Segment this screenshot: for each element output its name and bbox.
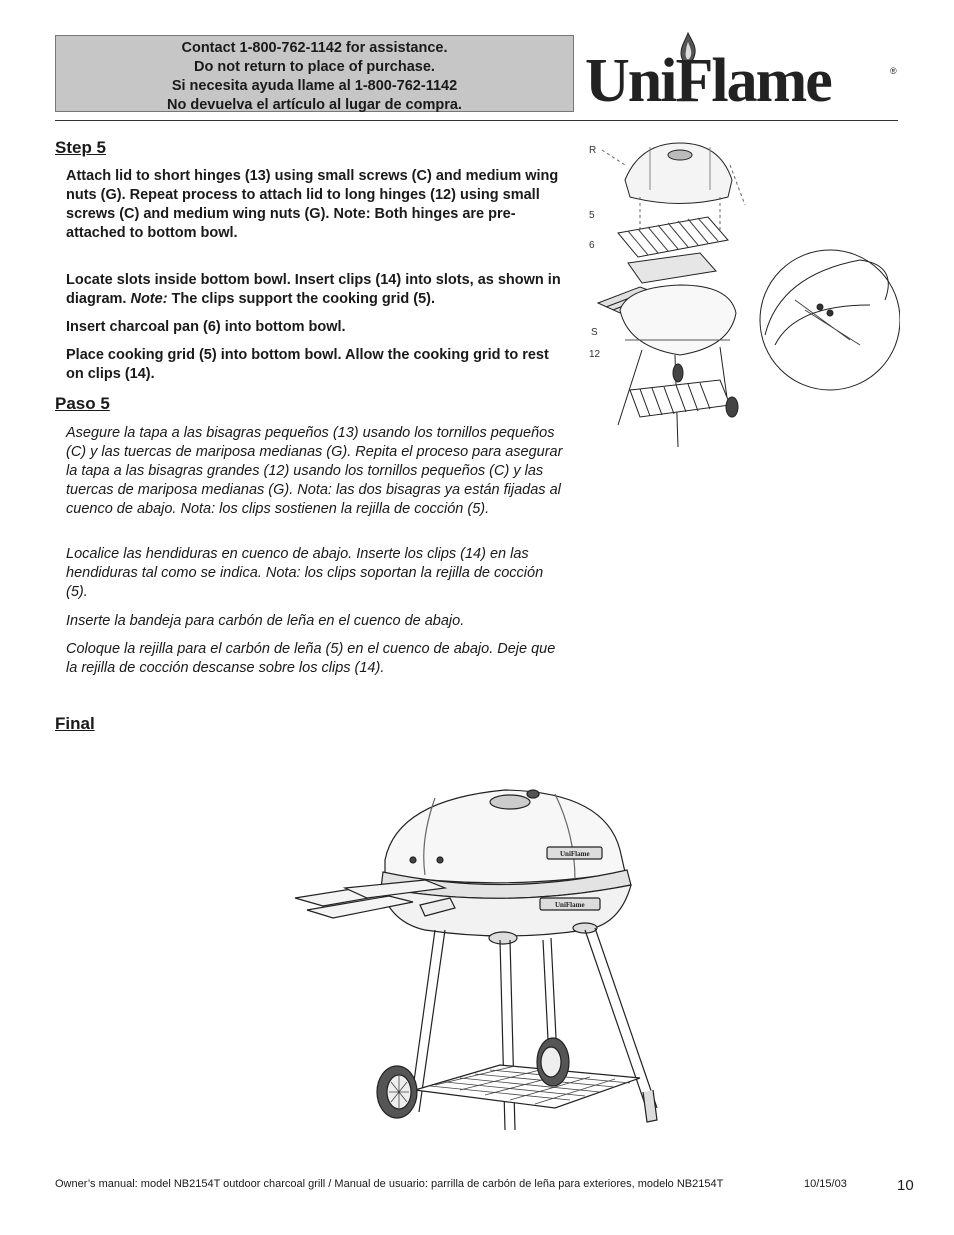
diagram-bowl [620, 285, 736, 355]
contact-line-3: Si necesita ayuda llame al 1-800-762-1142 [171, 78, 458, 94]
diagram-wheel-right [726, 397, 738, 417]
paso5-paragraph-2: Localice las hendiduras en cuenco de abajo. Inserte los clips (14) en las hendiduras tal como se indica. Nota: los clips soportan la rejilla de cocción (5). [66, 546, 544, 600]
diagram-bottom-rack [630, 380, 730, 417]
assembled-grill-diagram [285, 780, 685, 1140]
step5-paragraph-2 [66, 271, 568, 309]
footer-date: 10/15/03 [804, 1178, 847, 1190]
paso5-paragraph-3: Inserte la bandeja para carbón de leña en el cuenco de abajo. [66, 613, 465, 629]
grill-bottom-rack [415, 1065, 640, 1108]
callout-r: R [589, 145, 597, 156]
exploded-assembly-diagram [580, 135, 900, 455]
page-number: 10 [897, 1177, 914, 1194]
grill-wheel-back [537, 1038, 569, 1086]
lid-vent [490, 795, 530, 809]
paso5-paragraph-1: Asegure la tapa a las bisagras pequeños (13) usando los tornillos pequeños (C) y las tuercas de mariposa medianas (G). Repita el proceso para asegurar la tapa a las bisagras grandes (12) usando los tornillos pequeños (C) y las tuercas de mariposa medianas (G). Nota: las dos bisagras ya están fijadas al cuenco de abajo. Nota: los clips sostienen la rejilla de cocción (5). [66, 425, 563, 517]
grill-wheel-front [377, 1066, 417, 1118]
uniflame-logo [585, 32, 897, 116]
paso5-heading: Paso 5 [55, 394, 110, 413]
final-heading: Final [55, 714, 95, 733]
diagram-wheel-left [673, 364, 683, 382]
step5-p2-text-b: The clips support the cooking grid (5). [167, 291, 435, 307]
callout-12: 12 [589, 349, 601, 360]
step5-heading: Step 5 [55, 138, 107, 157]
contact-box [55, 35, 574, 112]
contact-line-1: Contact 1-800-762-1142 for assistance. [181, 40, 448, 56]
diagram-cooking-grid [618, 217, 728, 257]
logo-registered-mark: ® [890, 66, 897, 76]
callout-6: 6 [589, 240, 595, 251]
contact-line-4: No devuelva el artículo al lugar de compra. [167, 97, 462, 113]
diagram-charcoal-pan [628, 253, 716, 283]
step5-p1-text-a: Attach lid to short hinges (13) using small screws (C) and medium wing nuts (G). Repeat process to attach lid to long hinges (12) using small screws (C) and medium wing nuts (G). Note: Both hinges are pre-attached to bottom bowl. [66, 168, 559, 241]
diagram-detail-callout [760, 250, 900, 390]
lid-handle-brand: UniFlame [560, 850, 590, 858]
step5-paragraph-3: Insert charcoal pan (6) into bottom bowl. [66, 319, 346, 335]
logo-text: UniFlame [585, 47, 831, 115]
paso5-paragraph-4: Coloque la rejilla para el carbón de leña (5) en el cuenco de abajo. Deje que la rejilla de cocción descanse sobre los clips (14). [66, 641, 556, 676]
footer-text: Owner’s manual: model NB2154T outdoor charcoal grill / Manual de usuario: parrilla de carbón de leña para exteriores, modelo NB2154T [55, 1178, 724, 1190]
callout-5: 5 [589, 210, 595, 221]
step5-p2-text-a: Locate slots inside bottom bowl. Insert clips (14) into slots, as shown in diagram. [66, 272, 561, 307]
step5-paragraph-1 [66, 167, 568, 243]
callout-s: S [591, 327, 598, 338]
step5-p2-note: Note: [130, 291, 168, 307]
contact-line-2: Do not return to place of purchase. [194, 59, 435, 75]
step5-paragraph-4: Place cooking grid (5) into bottom bowl. Allow the cooking grid to rest on clips (14). [66, 347, 549, 382]
bowl-handle-brand: UniFlame [555, 901, 585, 909]
header-rule [55, 120, 898, 121]
